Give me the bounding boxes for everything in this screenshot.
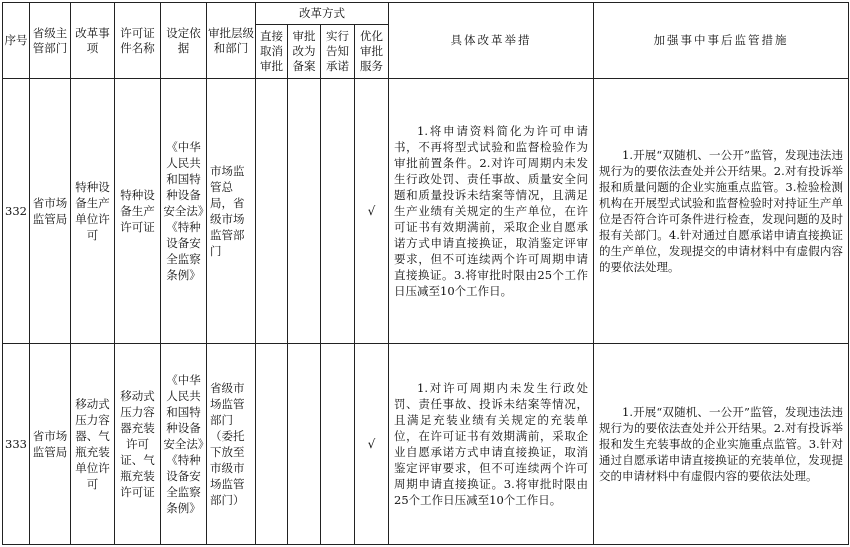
row-basis: 《中华人民共和国特种设备安全法》《特种设备安全监察条例》	[161, 344, 207, 545]
header-basis: 设定依据	[161, 3, 207, 79]
header-method-filing: 审批改为备案	[288, 25, 321, 79]
row-license: 特种设备生产许可证	[115, 79, 161, 344]
header-reform-group: 改革方式	[256, 3, 389, 25]
row-method-cancel	[256, 344, 288, 545]
row-level: 市场监管总局，省级市场监管部门	[207, 79, 256, 344]
row-method-optimize-check: √	[355, 79, 389, 344]
header-supervision: 加强事中事后监管措施	[594, 3, 849, 79]
row-method-filing	[288, 79, 321, 344]
row-measures: 1.将申请资料简化为许可申请书，不再将型式试验和监督检验作为审批前置条件。2.对许可周期内未发生行政处罚、责任事故、质量安全问题和质量投诉未结案等情况，且满足生产业绩有关规定的生产单位，在许可证书有效期满前，采取企业自愿承诺方式申请直接换证，取消鉴定评审要求，但不可连续两个许可周期申请直接换证。3.将审批时限由25个工作日压减至10个工作日。	[389, 79, 594, 344]
header-seq: 序号	[3, 3, 30, 79]
row-item: 移动式压力容器、气瓶充装单位许可	[71, 344, 115, 545]
table-row	[3, 79, 849, 344]
header-dept: 省级主管部门	[30, 3, 71, 79]
row-seq: 333	[3, 344, 30, 545]
row-method-commitment	[321, 79, 355, 344]
row-dept: 省市场监管局	[30, 344, 71, 545]
row-level: 省级市场监管部门（委托下放至市级市场监管部门）	[207, 344, 256, 545]
row-supervision: 1.开展“双随机、一公开”监管，发现违法违规行为的要依法查处并公开结果。2.对有投诉举报和质量问题的企业实施重点监管。3.检验检测机构在开展型式试验和监督检验时对持证生产单位是否符合许可条件进行检查，发现问题的及时报有关部门。4.针对通过自愿承诺申请直接换证的生产单位，发现提交的申请材料中有虚假内容的要依法处理。	[594, 79, 849, 344]
row-dept: 省市场监管局	[30, 79, 71, 344]
header-method-optimize: 优化审批服务	[355, 25, 389, 79]
header-row-1	[3, 3, 849, 25]
row-method-cancel	[256, 79, 288, 344]
header-measures: 具体改革举措	[389, 3, 594, 79]
row-license: 移动式压力容器充装许可证、气瓶充装许可证	[115, 344, 161, 545]
row-method-filing	[288, 344, 321, 545]
header-item: 改革事项	[71, 3, 115, 79]
header-method-cancel: 直接取消审批	[256, 25, 288, 79]
row-method-optimize-check: √	[355, 344, 389, 545]
table-row	[3, 344, 849, 545]
row-basis: 《中华人民共和国特种设备安全法》《特种设备安全监察条例》	[161, 79, 207, 344]
row-method-commitment	[321, 344, 355, 545]
row-seq: 332	[3, 79, 30, 344]
row-item: 特种设备生产单位许可	[71, 79, 115, 344]
row-supervision: 1.开展“双随机、一公开”监管，发现违法违规行为的要依法查处并公开结果。2.对有投诉举报和发生充装事故的企业实施重点监管。3.针对通过自愿承诺申请直接换证的充装单位，发现提交的申请材料中有虚假内容的要依法处理。	[594, 344, 849, 545]
header-license: 许可证件名称	[115, 3, 161, 79]
header-method-commitment: 实行告知承诺	[321, 25, 355, 79]
row-measures: 1.对许可周期内未发生行政处罚、责任事故、投诉未结案等情况，且满足充装业绩有关规定的充装单位，在许可证书有效期满前，采取企业自愿承诺方式申请直接换证，取消鉴定评审要求，但不可连续两个许可周期申请直接换证。3.将审批时限由25个工作日压减至10个工作日。	[389, 344, 594, 545]
reform-table	[2, 2, 849, 545]
header-level: 审批层级和部门	[207, 3, 256, 79]
